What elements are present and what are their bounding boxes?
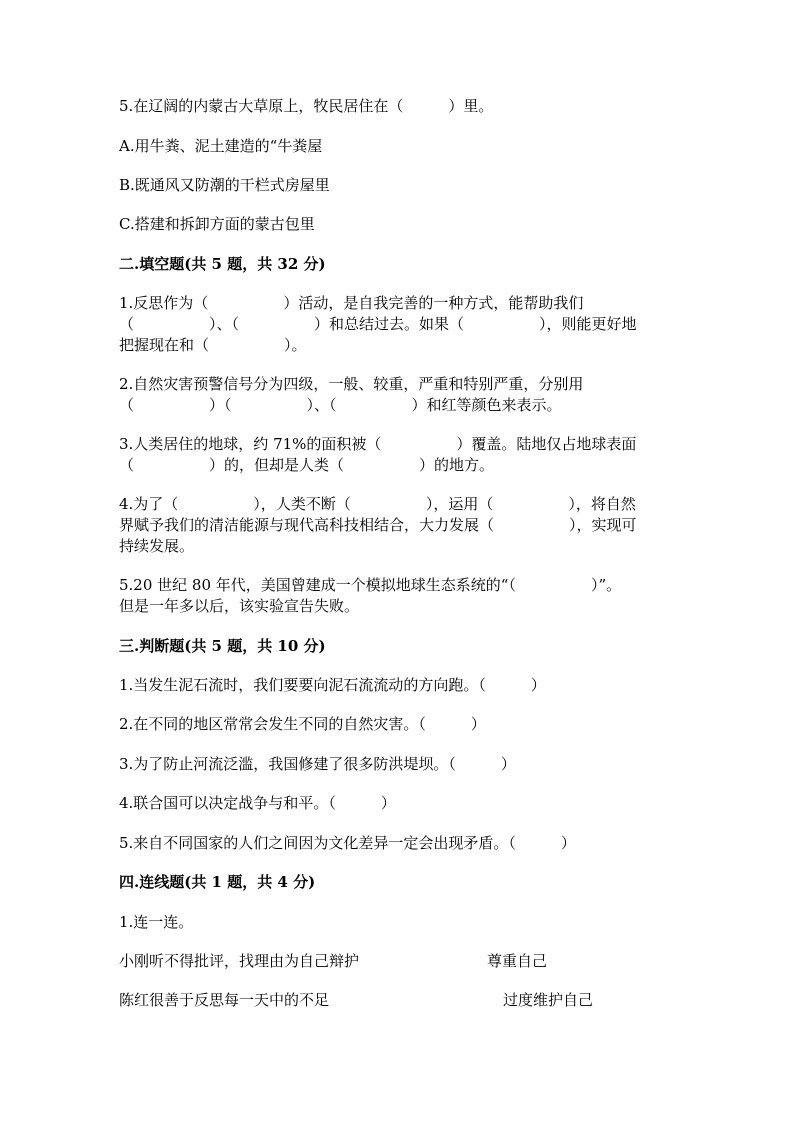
fill-q2-line1: 2.自然灾害预警信号分为四级，一般、较重，严重和特别严重，分别用 bbox=[119, 375, 584, 393]
fill-q4-line3: 持续发展。 bbox=[119, 537, 195, 555]
fill-q3-line2: （ ）的，但却是人类（ ）的地方。 bbox=[119, 456, 495, 474]
section-title-matching: 四.连线题(共 1 题，共 4 分) bbox=[119, 873, 316, 891]
fill-q5-line2: 但是一年多以后，该实验宣告失败。 bbox=[119, 597, 360, 615]
option-c: C.搭建和拆卸方面的蒙古包里 bbox=[119, 215, 315, 233]
fill-q1-line1: 1.反思作为（ ）活动，是自我完善的一种方式，能帮助我们 bbox=[119, 294, 584, 312]
matching-question: 1.连一连。 bbox=[119, 913, 194, 931]
fill-q1-line3: 把握现在和（ ）。 bbox=[119, 336, 307, 354]
judge-item: 4.联合国可以决定战争与和平。（ ） bbox=[119, 794, 396, 812]
option-a: A.用牛粪、泥土建造的“牛粪屋 bbox=[119, 137, 323, 155]
fill-q1-line2: （ ）、（ ）和总结过去。如果（ ），则能更好地 bbox=[119, 315, 637, 333]
judge-item: 3.为了防止河流泛滥，我国修建了很多防洪堤坝。（ ） bbox=[119, 755, 516, 773]
section-title-fill-blank: 二.填空题(共 5 题，共 32 分) bbox=[119, 255, 326, 273]
fill-q5-line1: 5.20 世纪 80 年代，美国曾建成一个模拟地球生态系统的“（ ）”。 bbox=[119, 576, 622, 594]
match-left-item-2: 陈红很善于反思每一天中的不足 bbox=[119, 991, 330, 1009]
fill-q4-line2: 界赋予我们的清洁能源与现代高科技相结合，大力发展（ ），实现可 bbox=[119, 516, 637, 534]
judge-item: 1.当发生泥石流时，我们要要向泥石流流动的方向跑。（ ） bbox=[119, 676, 546, 694]
option-b: B.既通风又防潮的干栏式房屋里 bbox=[119, 176, 330, 194]
match-right-item-1: 尊重自己 bbox=[487, 952, 548, 970]
fill-q2-line2: （ ）（ ）、（ ）和红等颜色来表示。 bbox=[119, 396, 562, 414]
fill-q3-line1: 3.人类居住的地球，约 71%的面积被（ ）覆盖。陆地仅占地球表面 bbox=[119, 435, 637, 453]
judge-item: 2.在不同的地区常常会发生不同的自然灾害。（ ） bbox=[119, 715, 486, 733]
fill-q4-line1: 4.为了（ ），人类不断（ ），运用（ ），将自然 bbox=[119, 495, 636, 513]
section-title-judgement: 三.判断题(共 5 题，共 10 分) bbox=[119, 637, 326, 655]
judge-item: 5.来自不同国家的人们之间因为文化差异一定会出现矛盾。（ ） bbox=[119, 834, 576, 852]
question-stem: 5.在辽阔的内蒙古大草原上，牧民居住在（ ）里。 bbox=[119, 97, 494, 115]
match-left-item-1: 小刚听不得批评，找理由为自己辩护 bbox=[119, 952, 360, 970]
match-right-item-2: 过度维护自己 bbox=[503, 991, 594, 1009]
